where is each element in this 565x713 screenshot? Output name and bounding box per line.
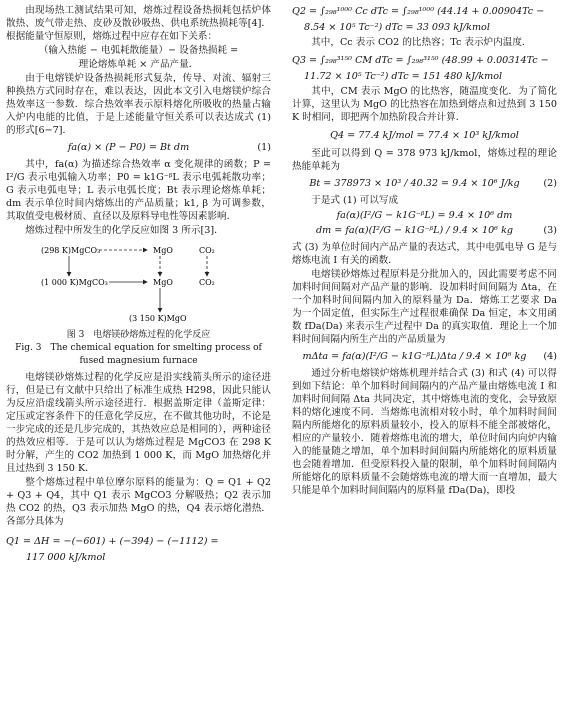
label-mgco3-1000: (1 000 K)MgCO₃	[40, 278, 108, 287]
figure-3-reaction-diagram	[6, 241, 271, 327]
equation-4-body: mΔta = fa(α)(I²/G − k1G⁻ᵝL)Δta / 9.4 × 10⁶ kg	[302, 351, 527, 362]
paragraph-symbols: 其中，fa(α) 为描述综合热效率 α 变化规律的函数；P = I²/G 表示电弧输入功率；P0 = k1G⁻ᵝL 表示电弧耗散功率；G 表示电弧电导；L 表示电弧长度；Bt 表示理论熔炼单耗；dm 表示单位时间内熔炼出的产品质量；k1, β 为可调参数，其取值受电极材质、直径以及原料导电性等因素影响．	[6, 159, 271, 222]
equation-2	[292, 177, 557, 190]
paragraph-cm: 其中，CM 表示 MgO 的比热容，随温度变化．为了简化计算，这里认为 MgO 的比热容在加热到熔点和过热到 3 150 K 时相同，即把两个加热阶段合并计算．	[292, 86, 557, 123]
label-mgo-3150: (3 150 K)MgO	[128, 314, 187, 323]
equation-q3-line1: Q3 = ∫₂₉₈³¹⁵⁰ CM dTc = ∫₂₉₈³¹⁵⁰ (48.99 + 0.00314Tc −	[292, 55, 549, 66]
equation-3-number: (3)	[543, 225, 557, 236]
paragraph-eq3-meaning: 式 (3) 为单位时间内产品产量的表达式，其中电弧电导 G 是与熔炼电流 I 有关的函数．	[292, 242, 557, 266]
paragraph-total-q: 至此可以得到 Q = 378 973 kJ/kmol，熔炼过程的理论热能单耗为	[292, 148, 557, 172]
equation-1-body: fa(α) × (P − P0) = Bt dm	[67, 142, 190, 153]
label-mgco3-298: (298 K)MgCO₃	[40, 246, 100, 255]
figure-3-caption-cn: 图 3 电熔镁砂熔炼过程的化学反应	[66, 330, 211, 340]
equation-2-body: Bt = 378973 × 10³ / 40.32 = 9.4 × 10⁶ J/kg	[309, 178, 520, 189]
paragraph-efficiency: 由于电熔镁炉设备热损耗形式复杂，传导、对流、辐射三种换热方式同时存在，难以表达，因此本文引入电熔镁炉综合热效率这一参数．综合热效率表示原料熔化所吸收的热量占输入炉内电能的比值，于是上述能量守恒关系可以表达成式 (1) 的形式[6−7]．	[6, 73, 271, 136]
equation-1	[6, 141, 271, 154]
equation-4-number: (4)	[543, 351, 557, 362]
equation-3a: fa(α)(I²/G − k1G⁻ᵝL) = 9.4 × 10⁶ dm	[336, 210, 513, 221]
equation-3-body: dm = fa(α)(I²/G − k1G⁻ᵝL) / 9.4 × 10⁶ kg	[315, 225, 514, 236]
equation-1-number: (1)	[257, 142, 271, 153]
equation-4	[292, 350, 557, 363]
equation-q1-line2: 117 000 kJ/kmol	[26, 552, 106, 563]
paragraph-conclusion: 通过分析电熔镁炉熔炼机理并结合式 (3) 和式 (4) 可以得到如下结论：单个加料时间间隔内的产品产量由熔炼电流 I 和加料时间间隔 Δta 共同决定，其中熔炼电流的变化，会导致原料的熔化速度不同．当熔炼电流相对较小时，单个加料时间间隔内所能熔化的原料质量较小，投入的原料不能全部被熔化，相应的产量较小．随着熔炼电流的增大，单位时间内向炉内输入的能量随之增加，单个加料时间间隔内所能熔化的原料质量也会随着增加．但受原料投入量的限制，单个加料时间间隔内所能熔化的原料质量不会随熔炼电流的增大而一直增加，最大只能是单个加料时间间隔内的原料量 fDa(Da)，即投	[292, 368, 557, 496]
left-column	[6, 4, 271, 566]
paragraph-feeding: 电熔镁砂熔炼过程原料是分批加入的，因此需要考虑不同加料时间间隔对产品产量的影响．设加料时间间隔为 Δta，在一个加料时间间隔内加入的原料量为 Da．熔炼工艺要求 Da 为一个固定值，但实际生产过程很难确保 Da 恒定，本文用函数 fDa(Da) 来表示生产过程中 Da 的真实取值．理论上一个加料时间间隔内所生产出的产品质量为	[292, 269, 557, 345]
equation-q2-line1: Q2 = ∫₂₉₈¹⁰⁰⁰ Cc dTc = ∫₂₉₈¹⁰⁰⁰ (44.14 + 0.00904Tc −	[292, 6, 545, 17]
paragraph-heat-loss: 由现场热工测试结果可知，熔炼过程设备热损耗包括炉体散热、废气带走热、皮砂及散砂吸热、供电系统热损耗等[4]．根据能量守恒原则，熔炼过程中应存在如下关系：	[6, 5, 271, 42]
paragraph-rewrite: 于是式 (1) 可以写成	[311, 195, 399, 206]
label-co2-mid: CO₂	[198, 278, 215, 287]
right-column	[292, 4, 557, 498]
paragraph-energy-sum: 整个熔炼过程中单位摩尔原料的能量为：Q = Q1 + Q2 + Q3 + Q4，其中 Q1 表示 MgCO3 分解吸热；Q2 表示加热 CO2 的热，Q3 表示加热 MgO 的热，Q4 表示熔化潜热．各部分具体为	[6, 477, 271, 527]
figure-3-caption-en-1: Fig. 3 The chemical equation for smelting process of	[15, 343, 262, 353]
equation-3	[292, 224, 557, 237]
equation-q4: Q4 = 77.4 kJ/mol = 77.4 × 10³ kJ/kmol	[330, 130, 519, 141]
paragraph-hess-law: 电熔镁砂熔炼过程的化学反应是沿实线箭头所示的途径进行，但是已有文献中只给出了标准生成热 H298，因此只能认为反应沿虚线箭头所示途径进行．根据盖斯定律（盖斯定律：定压或定容条件下的任意化学反应，在不做其他功时，不论是一步完成的还是几步完成的，其热效应总是相同的），两种途径的热效应相等．于是可以认为熔炼过程是 MgCO3 在 298 K 时分解，产生的 CO2 加热到 1 000 K，而 MgO 加热熔化并且过热到 3 150 K．	[6, 372, 271, 474]
label-mgo-mid: MgO	[152, 278, 173, 287]
equation-q1-line1: Q1 = ΔH = −(−601) + (−394) − (−1112) =	[6, 536, 219, 547]
reaction-diagram-svg	[39, 241, 239, 327]
label-co2-top: CO₂	[198, 246, 215, 255]
equation-2-number: (2)	[543, 178, 557, 189]
equation-q2-line2: 8.54 × 10⁵ Tc⁻²) dTc = 33 093 kJ/kmol	[304, 22, 490, 33]
energy-relation-line1: （输入热能 − 电弧耗散能量）− 设备热损耗 =	[38, 45, 239, 56]
energy-relation-line2: 理论熔炼单耗 × 产品产量．	[78, 59, 199, 70]
label-mgo-top: MgO	[152, 246, 173, 255]
equation-q3-line2: 11.72 × 10⁵ Tc⁻²) dTc = 151 480 kJ/kmol	[304, 71, 503, 82]
figure-3-caption-en-2: fused magnesium furnace	[79, 356, 198, 366]
paragraph-cc: 其中，Cc 表示 CO2 的比热容；Tc 表示炉内温度．	[311, 37, 532, 48]
paragraph-reaction-intro: 熔炼过程中所发生的化学反应如图 3 所示[3]．	[25, 225, 224, 236]
